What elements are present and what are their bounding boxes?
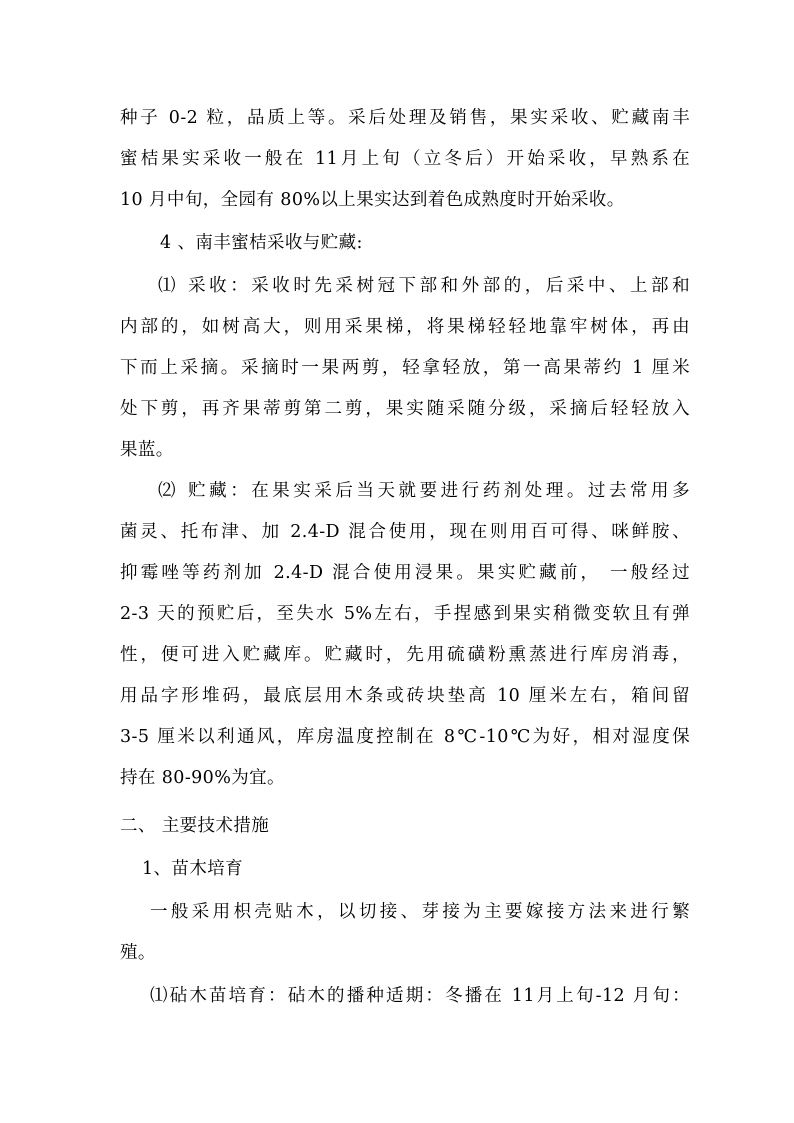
text-line-2: 蜜桔果实采收一般在 11月上旬（立冬后）开始采收，早熟系在 [120,149,690,169]
text-line-12: 抑霉唑等药剂加 2.4-D 混合使用浸果。果实贮藏前， 一般经过 [120,563,690,583]
text-line-11: 菌灵、托布津、加 2.4-D 混合使用，现在则用百可得、咪鲜胺、 [120,522,690,542]
text-line-6: 内部的，如树高大，则用采果梯，将果梯轻轻地靠牢树体，再由 [120,317,690,337]
text-line-5: ⑴ 采收：采收时先采树冠下部和外部的，后采中、上部和 [158,276,690,296]
text-line-21: 殖。 [120,943,156,963]
text-line-9: 果蓝。 [120,440,174,460]
subsection-heading-1: 1、苗木培育 [142,859,244,879]
text-line-17: 持在 80-90%为宜。 [120,768,285,788]
text-line-10: ⑵ 贮藏：在果实采后当天就要进行药剂处理。过去常用多 [158,481,690,501]
text-line-8: 处下剪，再齐果蒂剪第二剪，果实随采随分级，采摘后轻轻放入 [120,399,690,419]
text-line-13: 2-3 天的预贮后，至失水 5%左右，手捏感到果实稍微变软且有弹 [120,604,690,624]
text-line-15: 用品字形堆码，最底层用木条或砖块垫高 10 厘米左右，箱间留 [120,686,690,706]
text-line-22: ⑴砧木苗培育：砧木的播种适期：冬播在 11月上旬-12 月旬： [150,986,690,1006]
section-heading-2: 二、 主要技术措施 [120,816,270,836]
section-heading-4: 4 、南丰蜜桔采收与贮藏: [160,233,363,253]
text-line-7: 下而上采摘。采摘时一果两剪，轻拿轻放，第一高果蒂约 1 厘米 [120,358,690,378]
text-line-16: 3-5 厘米以利通风，库房温度控制在 8℃-10℃为好，相对湿度保 [120,727,690,747]
text-line-20: 一般采用枳壳贴木，以切接、芽接为主要嫁接方法来进行繁 [150,902,690,922]
text-line-14: 性，便可进入贮藏库。贮藏时，先用硫磺粉熏蒸进行库房消毒， [120,645,690,665]
text-line-3: 10 月中旬，全园有 80%以上果实达到着色成熟度时开始采收。 [120,190,625,210]
text-line-1: 种子 0-2 粒，品质上等。采后处理及销售，果实采收、贮藏南丰 [120,108,690,128]
